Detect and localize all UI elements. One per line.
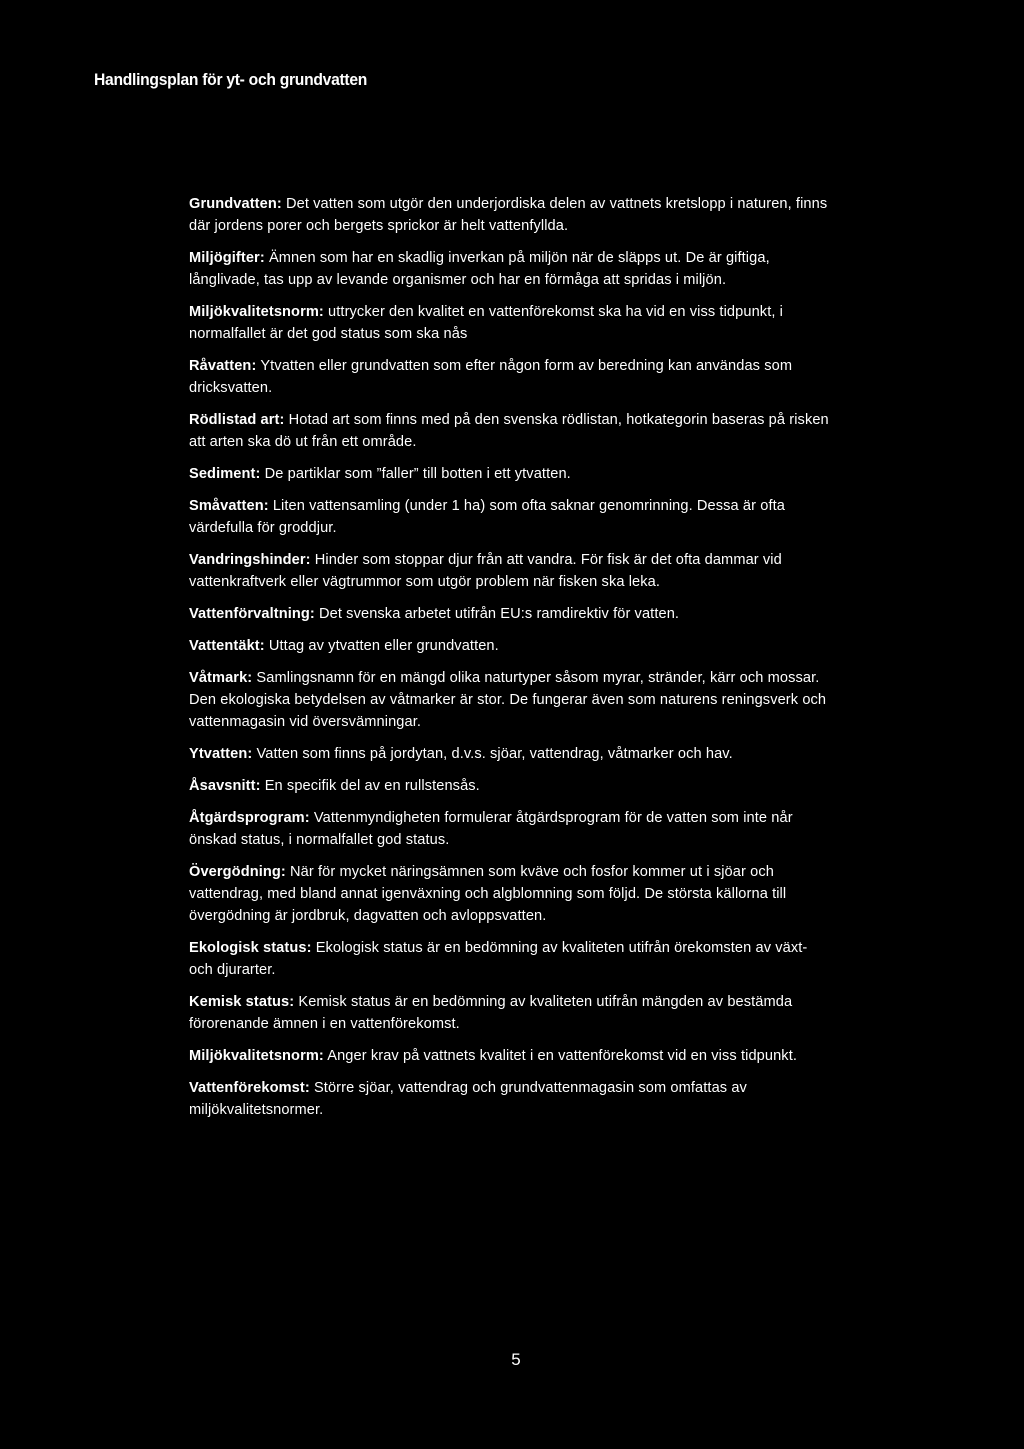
glossary-entry-ravatten [189, 355, 829, 399]
glossary-entry-atgardsprogram [189, 807, 829, 851]
glossary-definition: Ämnen som har en skadlig inverkan på miljön när de släpps ut. De är giftiga, långlivade, tas upp av levande organismer och har en förmåga att spridas i miljön. [189, 250, 770, 288]
glossary-term: Vandringshinder: [189, 552, 311, 568]
glossary-entry-ytvatten [189, 743, 829, 765]
glossary-term: Åsavsnitt: [189, 778, 261, 794]
glossary-term: Vattenförekomst: [189, 1080, 310, 1096]
glossary-entry-sediment [189, 463, 829, 485]
glossary-definition: Det svenska arbetet utifrån EU:s ramdirektiv för vatten. [319, 606, 680, 622]
glossary-definition: Det vatten som utgör den underjordiska delen av vattnets kretslopp i naturen, finns där jordens porer och bergets sprickor är helt vattenfyllda. [189, 196, 828, 234]
glossary-term: Åtgärdsprogram: [189, 810, 310, 826]
glossary-term: Vattentäkt: [189, 638, 265, 654]
glossary-entry-vattenforvaltning [189, 603, 829, 625]
glossary-entry-smavatten [189, 495, 829, 539]
glossary-list [189, 193, 829, 1131]
glossary-term: Övergödning: [189, 864, 286, 880]
glossary-term: Ytvatten: [189, 746, 253, 762]
glossary-definition: Hinder som stoppar djur från att vandra. För fisk är det ofta dammar vid vattenkraftverk eller vägtrummor som utgör problem när fisken ska leka. [189, 552, 782, 590]
glossary-entry-miljogifter [189, 247, 829, 291]
glossary-definition: uttrycker den kvalitet en vattenförekomst ska ha vid en viss tidpunkt, i normalfallet är det god status som ska nås [189, 304, 783, 342]
glossary-entry-rodlistad-art [189, 409, 829, 453]
page-number: 5 [511, 1350, 521, 1369]
glossary-entry-overgodning [189, 861, 829, 927]
glossary-term: Råvatten: [189, 358, 257, 374]
glossary-term: Miljökvalitetsnorm: [189, 304, 324, 320]
page-header-title: Handlingsplan för yt- och grundvatten [94, 70, 368, 89]
glossary-entry-kemisk-status [189, 991, 829, 1035]
glossary-definition: Hotad art som finns med på den svenska rödlistan, hotkategorin baseras på risken att arten ska dö ut från ett område. [189, 412, 829, 450]
glossary-entry-asavsnitt [189, 775, 829, 797]
glossary-definition: Vatten som finns på jordytan, d.v.s. sjöar, vattendrag, våtmarker och hav. [256, 746, 733, 762]
glossary-definition: De partiklar som ”faller” till botten i ett ytvatten. [264, 466, 571, 482]
glossary-definition: Liten vattensamling (under 1 ha) som ofta saknar genomrinning. Dessa är ofta värdefulla för groddjur. [189, 498, 785, 536]
glossary-definition: En specifik del av en rullstensås. [264, 778, 480, 794]
glossary-term: Ekologisk status: [189, 940, 312, 956]
glossary-term: Miljökvalitetsnorm: [189, 1048, 324, 1064]
glossary-entry-ekologisk-status [189, 937, 829, 981]
glossary-term: Småvatten: [189, 498, 269, 514]
glossary-definition: Ytvatten eller grundvatten som efter någon form av beredning kan användas som dricksvatten. [189, 358, 793, 396]
glossary-entry-grundvatten [189, 193, 829, 237]
glossary-definition: Kemisk status är en bedömning av kvaliteten utifrån mängden av bestämda förorenande ämnen i en vattenförekomst. [189, 994, 793, 1032]
glossary-term: Rödlistad art: [189, 412, 285, 428]
glossary-definition: Ekologisk status är en bedömning av kvaliteten utifrån örekomsten av växt- och djurarter. [189, 940, 808, 978]
glossary-entry-miljokvalitetsnorm [189, 301, 829, 345]
glossary-term: Vattenförvaltning: [189, 606, 315, 622]
glossary-definition: Större sjöar, vattendrag och grundvattenmagasin som omfattas av miljökvalitetsnormer. [189, 1080, 747, 1118]
glossary-entry-vattentakt [189, 635, 829, 657]
glossary-definition: Uttag av ytvatten eller grundvatten. [268, 638, 499, 654]
glossary-definition: Vattenmyndigheten formulerar åtgärdsprogram för de vatten som inte når önskad status, i normalfallet god status. [189, 810, 793, 848]
glossary-term: Grundvatten: [189, 196, 282, 212]
glossary-entry-vattenforekomst [189, 1077, 829, 1121]
glossary-entry-miljokvalitetsnorm-2 [189, 1045, 829, 1067]
glossary-term: Sediment: [189, 466, 261, 482]
glossary-term: Miljögifter: [189, 250, 265, 266]
glossary-definition: Samlingsnamn för en mängd olika naturtyper såsom myrar, stränder, kärr och mossar. Den ekologiska betydelsen av våtmarker är stor. De fungerar även som naturens reningsverk och vattenmagasin vid översvämningar. [189, 670, 827, 730]
glossary-definition: När för mycket näringsämnen som kväve och fosfor kommer ut i sjöar och vattendrag, med bland annat igenväxning och algblomning som följd. De största källorna till övergödning är jordbruk, dagvatten och avloppsvatten. [189, 864, 787, 924]
glossary-entry-vatmark [189, 667, 829, 733]
glossary-term: Våtmark: [189, 670, 253, 686]
glossary-entry-vandringshinder [189, 549, 829, 593]
glossary-term: Kemisk status: [189, 994, 295, 1010]
glossary-definition: Anger krav på vattnets kvalitet i en vattenförekomst vid en viss tidpunkt. [327, 1048, 798, 1064]
